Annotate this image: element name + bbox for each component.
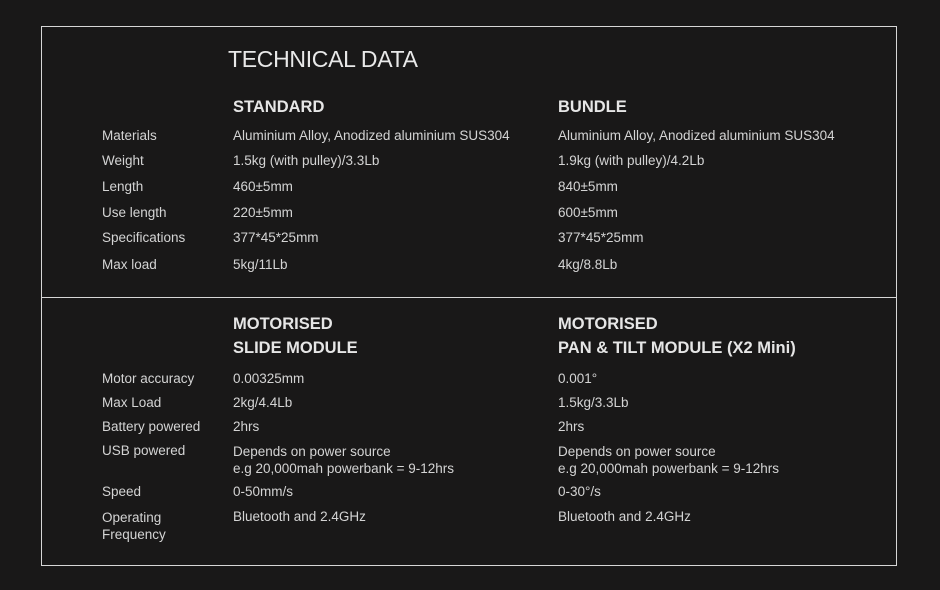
pantilt-heading-line2: PAN & TILT MODULE (X2 Mini) (558, 339, 796, 357)
slide-heading-line2: SLIDE MODULE (233, 339, 358, 357)
row-label-operating-frequency (102, 509, 166, 543)
pantilt-operating-frequency: Bluetooth and 2.4GHz (558, 509, 691, 524)
row-label-usb-powered: USB powered (102, 443, 186, 458)
bundle-weight: 1.9kg (with pulley)/4.2Lb (558, 153, 705, 168)
slide-module-heading (233, 312, 358, 360)
bundle-materials: Aluminium Alloy, Anodized aluminium SUS304 (558, 128, 835, 143)
slide-usb-powered (233, 443, 454, 477)
slide-motor-accuracy: 0.00325mm (233, 371, 305, 386)
pantilt-max-load: 1.5kg/3.3Lb (558, 395, 629, 410)
bundle-max-load: 4kg/8.8Lb (558, 257, 618, 272)
slide-heading-line1: MOTORISED (233, 315, 333, 333)
operating-frequency-line1: Operating (102, 510, 162, 525)
bundle-length: 840±5mm (558, 179, 618, 194)
row-label-motor-accuracy: Motor accuracy (102, 371, 195, 386)
slide-usb-line2: e.g 20,000mah powerbank = 9-12hrs (233, 461, 455, 476)
pantilt-battery-powered: 2hrs (558, 419, 585, 434)
row-label-weight: Weight (102, 153, 144, 168)
bundle-heading: BUNDLE (558, 98, 627, 116)
bundle-use-length: 600±5mm (558, 205, 618, 220)
operating-frequency-line2: Frequency (102, 527, 166, 542)
slide-operating-frequency: Bluetooth and 2.4GHz (233, 509, 366, 524)
slide-speed: 0-50mm/s (233, 484, 294, 499)
row-label-specifications: Specifications (102, 230, 186, 245)
pantilt-motor-accuracy: 0.001° (558, 371, 598, 386)
standard-max-load: 5kg/11Lb (233, 257, 288, 272)
row-label-speed: Speed (102, 484, 142, 499)
pantilt-speed: 0-30°/s (558, 484, 601, 499)
bundle-specifications: 377*45*25mm (558, 230, 644, 245)
slide-battery-powered: 2hrs (233, 419, 260, 434)
pantilt-usb-powered (558, 443, 779, 477)
pantilt-heading-line1: MOTORISED (558, 315, 658, 333)
pantilt-usb-line2: e.g 20,000mah powerbank = 9-12hrs (558, 461, 780, 476)
slide-max-load: 2kg/4.4Lb (233, 395, 293, 410)
row-label-materials: Materials (102, 128, 157, 143)
pantilt-usb-line1: Depends on power source (558, 444, 716, 459)
row-label-length: Length (102, 179, 144, 194)
spec-frame (41, 26, 897, 566)
section-divider (41, 297, 897, 298)
row-label-use-length: Use length (102, 205, 167, 220)
standard-specifications: 377*45*25mm (233, 230, 319, 245)
row-label-max-load: Max load (102, 257, 157, 272)
pantilt-module-heading (558, 312, 796, 360)
standard-weight: 1.5kg (with pulley)/3.3Lb (233, 153, 380, 168)
standard-length: 460±5mm (233, 179, 293, 194)
row-label-max-load-motor: Max Load (102, 395, 162, 410)
page-title: TECHNICAL DATA (228, 46, 418, 72)
standard-materials: Aluminium Alloy, Anodized aluminium SUS304 (233, 128, 510, 143)
standard-use-length: 220±5mm (233, 205, 293, 220)
slide-usb-line1: Depends on power source (233, 444, 391, 459)
row-label-battery-powered: Battery powered (102, 419, 201, 434)
standard-heading: STANDARD (233, 98, 325, 116)
